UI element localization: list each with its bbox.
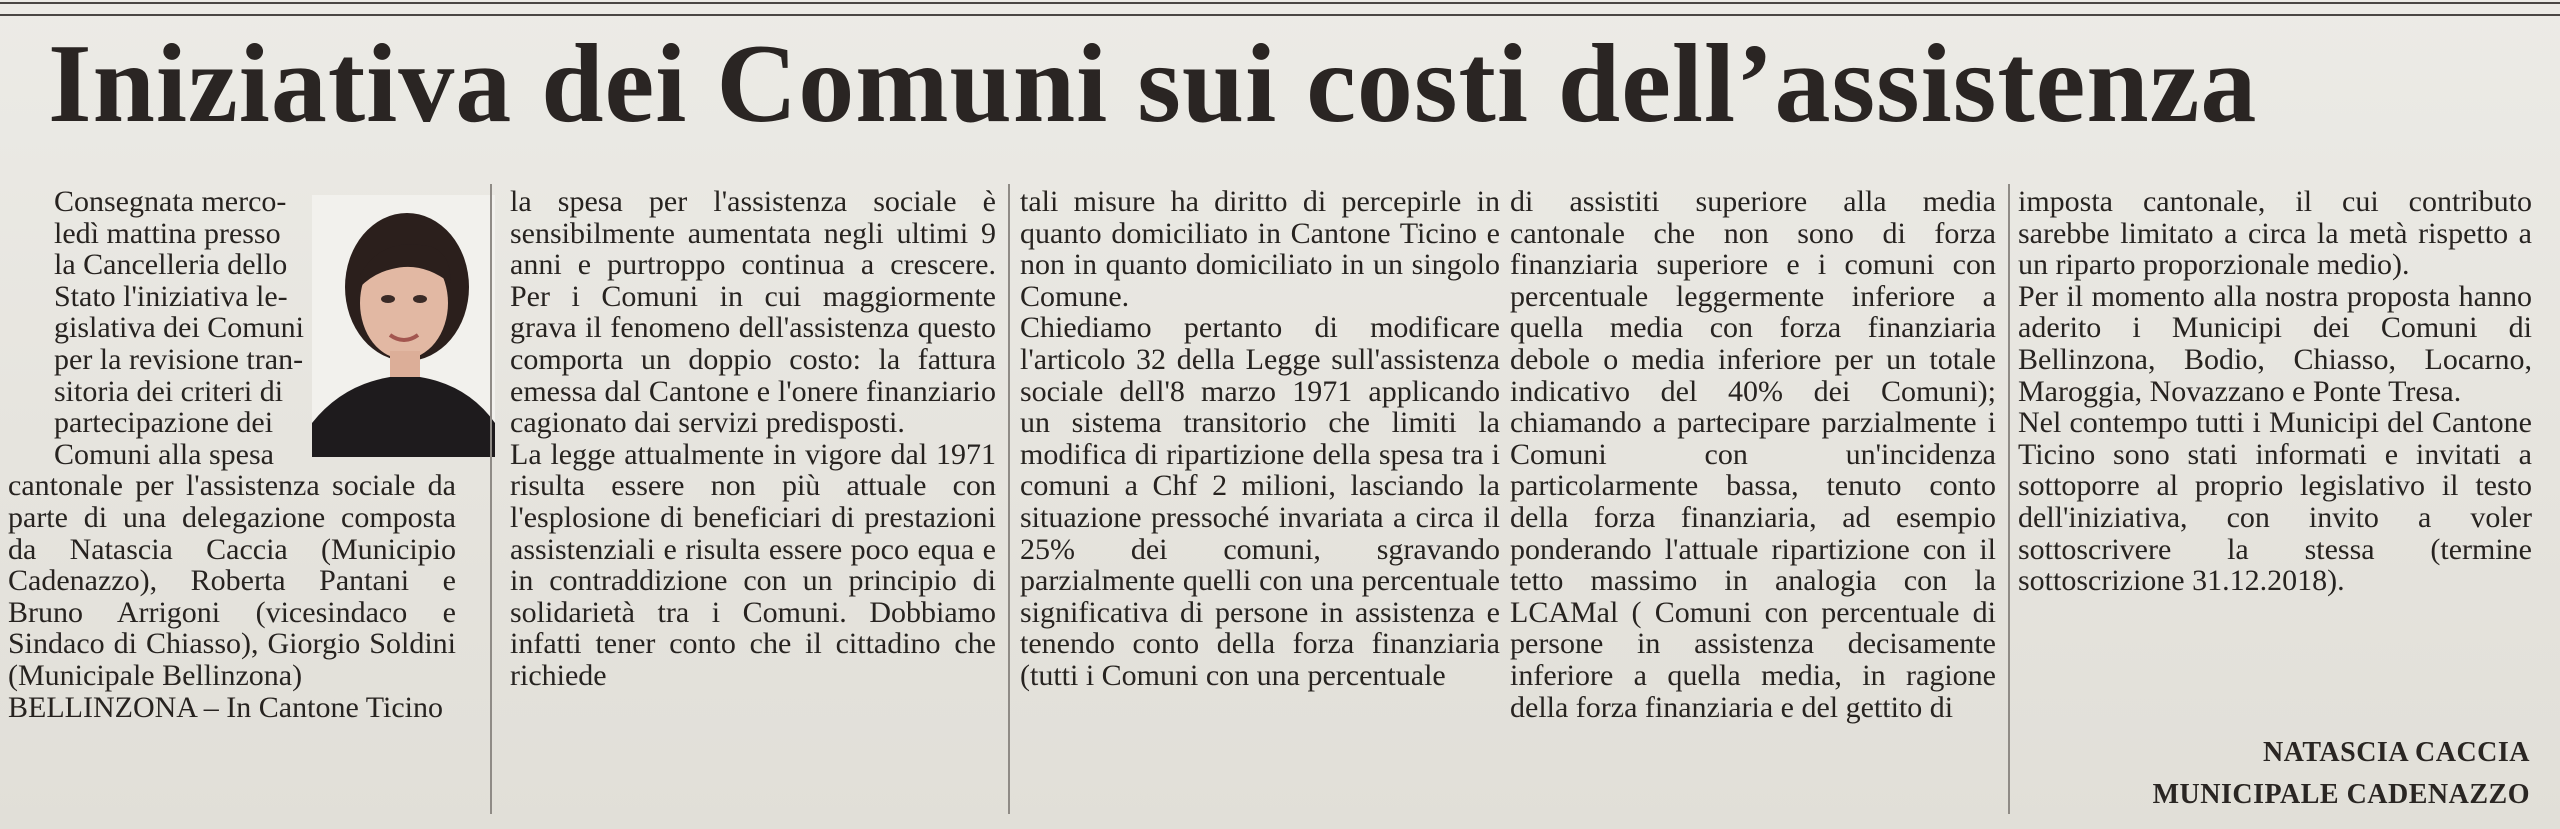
intro-line: sitoria dei criteri di [54,374,284,408]
intro-line: per la revisione tran- [54,342,304,376]
column-3-paragraph-2: Chiediamo pertanto di modificare l'articolo 32 della Legge sull'assistenza sociale dell'8 marzo 1971 applicando un sistema transitorio che limiti la modifica di ripartizione della spesa tra i comuni a Chf 2 milioni, lasciando la situazione pressoché invariata a circa il 25% dei comuni, sgravando parzialmente quelli con una percentuale significativa di persone in assistenza e tenendo conto della forza finanziaria (tutti i Comuni con una percentuale [1020,311,1500,692]
woman-portrait-icon [312,195,495,457]
intro-line: partecipazione dei [54,406,274,440]
column-2-paragraph-1: la spesa per l'assistenza sociale è sensibilmente aumentata negli ultimi 9 anni e purtroppo continua a crescere. Per i Comuni in cui maggiormente grava il fenomeno dell'assistenza questo comporta un doppio costo: la fattura emessa dal Cantone e l'onere finanziario cagionato dai servizi predisposti. [510,185,996,440]
intro-wrap-text [54,186,314,470]
column-1-paragraph: cantonale per l'assistenza sociale da parte di una delegazione composta da Natascia Caccia (Municipio Cadenazzo), Roberta Pantani e Bruno Arrigoni (vicesindaco e Sindaco di Chiasso), Giorgio Soldini (Municipale Bellinzona) [8,469,456,692]
column-divider [1008,184,1010,814]
portrait-photo [312,195,495,457]
column-5-paragraph-2: Per il momento alla nostra proposta hanno aderito i Municipi dei Comuni di Bellinzona, Bodio, Chiasso, Locarno, Maroggia, Novazzano e Ponte Tresa. [2018,279,2532,408]
intro-line: la Cancelleria dello [54,248,288,282]
intro-line: Stato l'iniziativa le- [54,279,288,313]
column-divider [490,184,492,814]
column-5-paragraph-1: imposta cantonale, il cui contributo sarebbe limitato a circa la metà rispetto a un riparto proporzionale medio). [2018,185,2532,282]
dateline: BELLINZONA – In Cantone Ticino [8,690,443,724]
column-3 [1020,186,1500,692]
column-2-paragraph-2: La legge attualmente in vigore dal 1971 risulta essere non più attuale con l'esplosione di beneficiari di prestazioni assistenziali e risulta essere poco equa e in contraddizione con un principio di solidarietà tra i Comuni. Dobbiamo infatti tener conto che il cittadino che richiede [510,437,996,692]
intro-line: ledì mattina presso [54,216,281,250]
intro-line: Consegnata merco- [54,185,287,218]
column-4 [1510,186,1996,723]
column-5-paragraph-3: Nel contempo tutti i Municipi del Cantone Ticino sono stati informati e invitati a sottoporre al proprio legislativo il testo dell'iniziativa, con invito a voler sottoscrivere la stessa (termine sottoscrizione 31.12.2018). [2018,406,2532,598]
article-headline: Iniziativa dei Comuni sui costi dell’assistenza [48,22,2258,146]
column-3-paragraph-1: tali misure ha diritto di percepirle in quanto domiciliato in Cantone Ticino e non in quanto domiciliato in un singolo Comune. [1020,185,1500,313]
author-role: MUNICIPALE CADENAZZO [2152,779,2530,810]
column-4-paragraph-1: di assistiti superiore alla media cantonale che non sono di forza finanziaria superiore e i comuni con percentuale leggermente inferiore a quella media con forza finanziaria debole o media inferiore per un totale indicativo del 40% dei Comuni); chiamando a partecipare parzialmente i Comuni con un'incidenza particolarmente bassa, tenuto conto della forza finanziaria, ad esempio ponderando l'attuale ripartizione con il tetto massimo in analogia con la LCAMal ( Comuni con percentuale di persone in assistenza decisamente inferiore a quella media, in ragione della forza finanziaria e del gettito di [1510,185,1996,724]
top-rule [0,2,2560,16]
column-5 [2018,186,2532,597]
column-2 [510,186,996,692]
intro-line: Comuni alla spesa [54,437,274,471]
column-divider [2008,184,2010,814]
intro-line: gislativa dei Comuni [54,311,304,345]
author-name: NATASCIA CACCIA [2262,737,2530,768]
author-signature [2153,732,2530,816]
